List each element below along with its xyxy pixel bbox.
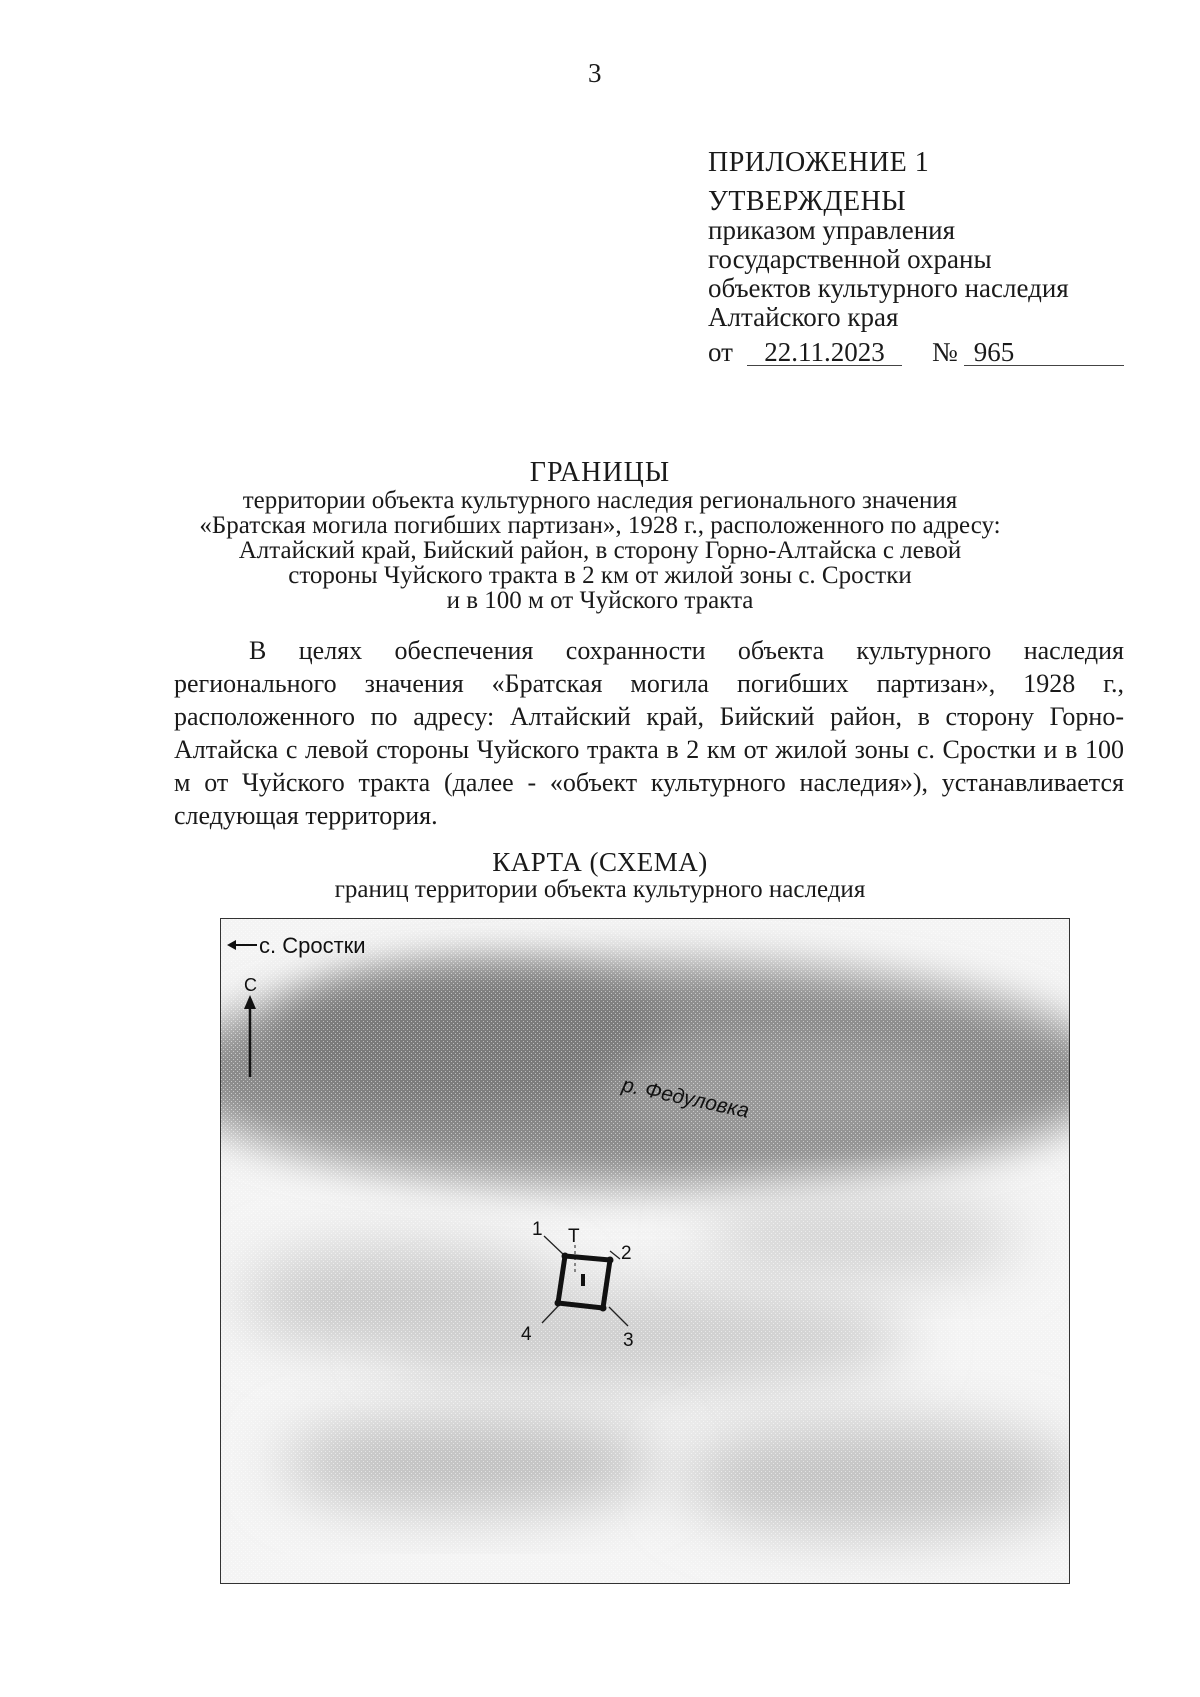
annex-label: ПРИЛОЖЕНИЕ 1 — [708, 147, 930, 178]
approval-line: приказом управления — [708, 215, 956, 245]
map-subtitle: границ территории объекта культурного наследия — [334, 876, 866, 903]
point-label-3: 3 — [623, 1330, 634, 1351]
approval-number: 965 — [964, 339, 1124, 366]
point-label-1: 1 — [532, 1219, 543, 1240]
map-scheme — [220, 918, 1070, 1584]
approved-label: УТВЕРЖДЕНЫ — [708, 186, 907, 217]
north-label: С — [244, 975, 257, 995]
heading-line: Алтайский край, Бийский район, в сторону Горно-Алтайска с левой — [238, 537, 962, 564]
point-label-4: 4 — [521, 1324, 532, 1345]
object-label: Т — [568, 1226, 580, 1247]
approval-date-line — [708, 338, 1124, 367]
heading-line: стороны Чуйского тракта в 2 км от жилой зоны с. Сростки — [288, 562, 912, 589]
approval-line: объектов культурного наследия — [708, 273, 1069, 303]
approval-line: Алтайского края — [708, 302, 899, 332]
heading-title: ГРАНИЦЫ — [529, 457, 671, 488]
page-number: 3 — [588, 58, 602, 88]
map-canvas — [221, 919, 1070, 1584]
number-sign: № — [931, 337, 958, 367]
approval-line: государственной охраны — [708, 244, 992, 274]
heading-line: территории объекта культурного наследия регионального значения — [242, 487, 958, 514]
map-heading — [150, 848, 1050, 904]
body-paragraph: В целях обеспечения сохранности объекта культурного наследия регионального значения «Братская могила погибших партизан», 1928 г., расположенного по адресу: Алтайский край, Бийский район, в сторону Горно-Алтайска с левой стороны Чуйского тракта в 2 км от жилой зоны с. Сростки и в 100 м от Чуйского тракта (далее - «объект культурного наследия»), устанавливается следующая территория. — [174, 636, 1124, 830]
grave-marker-icon — [581, 1274, 585, 1286]
heading-line: и в 100 м от Чуйского тракта — [446, 587, 754, 614]
date-prefix: от — [708, 337, 733, 367]
village-direction-label: с. Сростки — [259, 933, 366, 958]
approval-date: 22.11.2023 — [747, 339, 902, 366]
terrain-shading — [221, 919, 1070, 1584]
document-heading — [150, 458, 1050, 613]
point-label-2: 2 — [621, 1243, 632, 1264]
heading-line: «Братская могила погибших партизан», 1928 г., расположенного по адресу: — [199, 512, 1001, 539]
map-title: КАРТА (СХЕМА) — [492, 847, 708, 877]
approval-stamp — [708, 148, 1124, 367]
river-label: р. Федуловка — [619, 1073, 752, 1123]
